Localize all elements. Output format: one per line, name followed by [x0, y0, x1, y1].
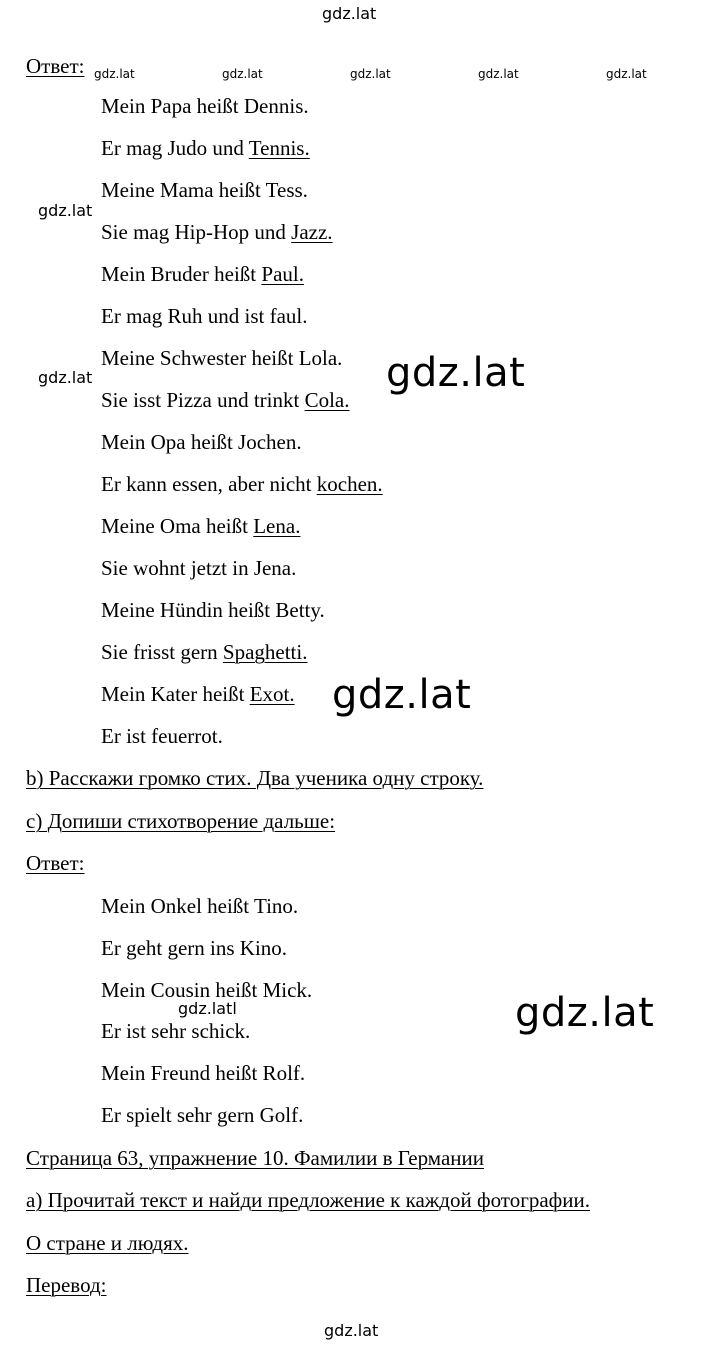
watermark-row-4: gdz.lat: [478, 67, 519, 81]
translation-label: Перевод:: [26, 1273, 107, 1297]
section-country: О стране и людях.: [26, 1231, 189, 1255]
rhyme-word: Spaghetti.: [222, 640, 308, 664]
poem-line: Meine Hündin heißt Betty.: [101, 598, 325, 622]
rhyme-word: Jazz.: [291, 220, 333, 244]
poem-line: Mein Onkel heißt Tino.: [101, 894, 299, 918]
poem-line: Er spielt sehr gern Golf.: [101, 1103, 304, 1127]
poem-line: Mein Papa heißt Dennis.: [101, 94, 309, 118]
exercise-heading: Страница 63, упражнение 10. Фамилии в Германии: [26, 1146, 484, 1170]
rhyme-word: Paul.: [261, 262, 304, 286]
poem-line: Mein Kater heißt Exot.: [101, 682, 295, 706]
watermark-left-2: gdz.lat: [38, 368, 93, 387]
poem-line: Meine Schwester heißt Lola.: [101, 346, 343, 370]
poem-line: Meine Oma heißt Lena.: [101, 514, 301, 538]
poem-line: Mein Opa heißt Jochen.: [101, 430, 302, 454]
poem-line: Mein Freund heißt Rolf.: [101, 1061, 306, 1085]
task-a: a) Прочитай текст и найди предложение к каждой фотографии.: [26, 1188, 590, 1212]
watermark-left-1: gdz.lat: [38, 201, 93, 220]
poem-line: Er mag Judo und Tennis.: [101, 136, 310, 160]
poem-line: Sie isst Pizza und trinkt Cola.: [101, 388, 350, 412]
rhyme-word: kochen.: [316, 472, 383, 496]
watermark-row-3: gdz.lat: [350, 67, 391, 81]
answer-label: Ответ:: [26, 851, 85, 875]
poem-line: Mein Bruder heißt Paul.: [101, 262, 304, 286]
poem-line: Sie frisst gern Spaghetti.: [101, 640, 308, 664]
watermark-large-1: gdz.lat: [386, 350, 526, 396]
watermark-row-1: gdz.lat: [94, 67, 135, 81]
watermark-mid: gdz.latl: [178, 999, 237, 1018]
poem-line: Mein Cousin heißt Mick.: [101, 978, 313, 1002]
rhyme-word: Lena.: [253, 514, 301, 538]
poem-line: Er ist feuerrot.: [101, 724, 223, 748]
task-b: b) Расскажи громко стих. Два ученика одну строку.: [26, 766, 484, 790]
watermark-row-2: gdz.lat: [222, 67, 263, 81]
answer-label: Ответ:: [26, 54, 85, 78]
poem-line: Sie wohnt jetzt in Jena.: [101, 556, 297, 580]
rhyme-word: Cola.: [304, 388, 350, 412]
poem-line: Er mag Ruh und ist faul.: [101, 304, 308, 328]
poem-line: Meine Mama heißt Tess.: [101, 178, 308, 202]
watermark-large-2: gdz.lat: [332, 672, 472, 718]
poem-line: Er kann essen, aber nicht kochen.: [101, 472, 383, 496]
rhyme-word: Exot.: [249, 682, 295, 706]
poem-line: Er ist sehr schick.: [101, 1019, 251, 1043]
watermark-large-3: gdz.lat: [515, 990, 655, 1036]
task-c: c) Допиши стихотворение дальше:: [26, 809, 336, 833]
rhyme-word: Tennis.: [248, 136, 310, 160]
watermark-row-5: gdz.lat: [606, 67, 647, 81]
watermark-top: gdz.lat: [322, 4, 377, 23]
poem-line: Er geht gern ins Kino.: [101, 936, 288, 960]
poem-line: Sie mag Hip-Hop und Jazz.: [101, 220, 333, 244]
watermark-bottom: gdz.lat: [324, 1321, 379, 1340]
